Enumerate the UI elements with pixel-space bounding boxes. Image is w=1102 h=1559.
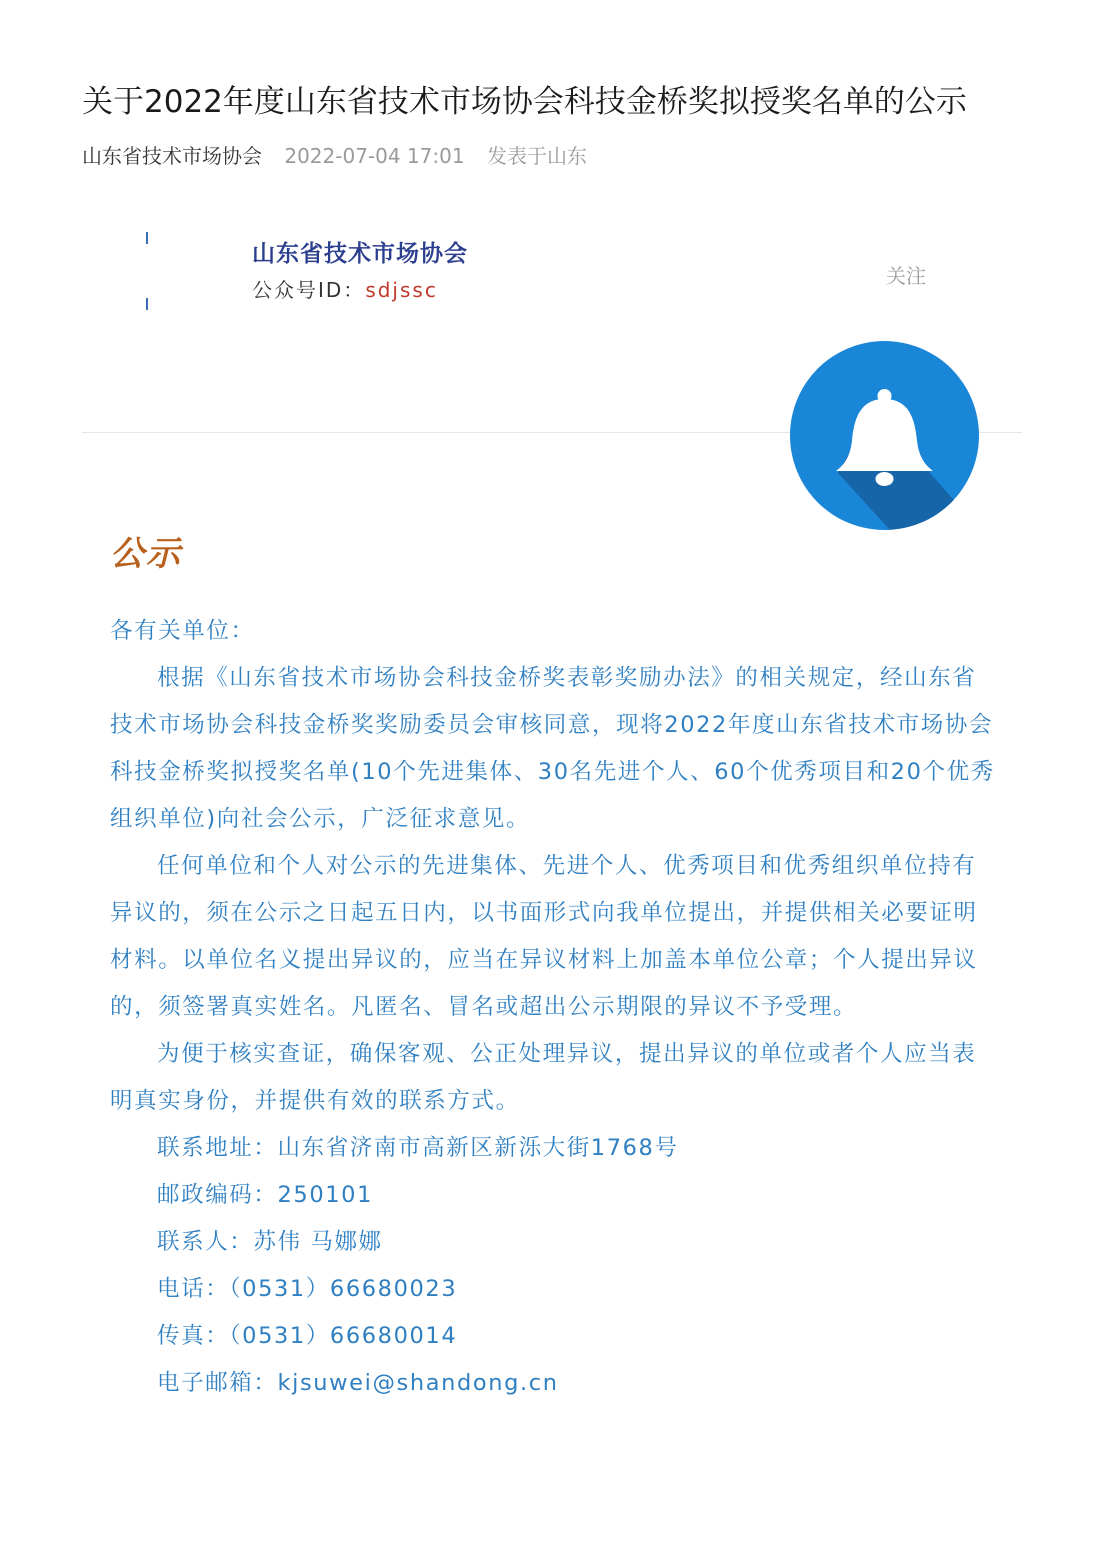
account-card-tick-bottom	[146, 298, 148, 310]
article-meta	[82, 142, 587, 170]
notice-paragraph: 任何单位和个人对公示的先进集体、先进个人、优秀项目和优秀组织单位持有异议的，须在公示之日起五日内，以书面形式向我单位提出，并提供相关必要证明材料。以单位名义提出异议的，应当在异议材料上加盖本单位公章；个人提出异议的，须签署真实姓名。凡匿名、冒名或超出公示期限的异议不予受理。	[110, 853, 978, 1020]
bell-icon	[790, 341, 979, 530]
notice-paragraph: 为便于核实查证，确保客观、公正处理异议，提出异议的单位或者个人应当表明真实身份，并提供有效的联系方式。	[110, 1041, 977, 1114]
account-card-tick-top	[146, 232, 148, 244]
notice-body	[110, 608, 1000, 1407]
contact-person: 联系人：苏伟 马娜娜	[157, 1229, 383, 1255]
account-id-value: sdjssc	[365, 278, 438, 302]
contact-postcode: 邮政编码：250101	[157, 1182, 373, 1208]
article-title: 关于2022年度山东省技术市场协会科技金桥奖拟授奖名单的公示	[82, 84, 967, 120]
notice-heading: 公示	[110, 534, 182, 574]
article-location: 发表于山东	[486, 144, 587, 168]
contact-fax: 传真：（0531）66680014	[157, 1323, 458, 1349]
notice-paragraph: 根据《山东省技术市场协会科技金桥奖表彰奖励办法》的相关规定，经山东省技术市场协会科技金桥奖奖励委员会审核同意，现将2022年度山东省技术市场协会科技金桥奖拟授奖名单(10个先进集体、30名先进个人、60个优秀项目和20个优秀组织单位)向社会公示，广泛征求意见。	[110, 665, 995, 832]
notice-salutation: 各有关单位：	[110, 618, 255, 644]
account-id-label: 公众号ID：	[252, 278, 366, 302]
article-datetime: 2022-07-04 17:01	[284, 144, 465, 168]
follow-button[interactable]: 关注	[886, 264, 926, 288]
contact-address: 联系地址：山东省济南市高新区新泺大街1768号	[157, 1135, 679, 1161]
contact-email: 电子邮箱：kjsuwei@shandong.cn	[157, 1370, 559, 1396]
account-id	[252, 276, 438, 304]
article-author-link[interactable]: 山东省技术市场协会	[82, 144, 262, 168]
account-name: 山东省技术市场协会	[252, 241, 468, 267]
contact-phone: 电话：（0531）66680023	[157, 1276, 458, 1302]
